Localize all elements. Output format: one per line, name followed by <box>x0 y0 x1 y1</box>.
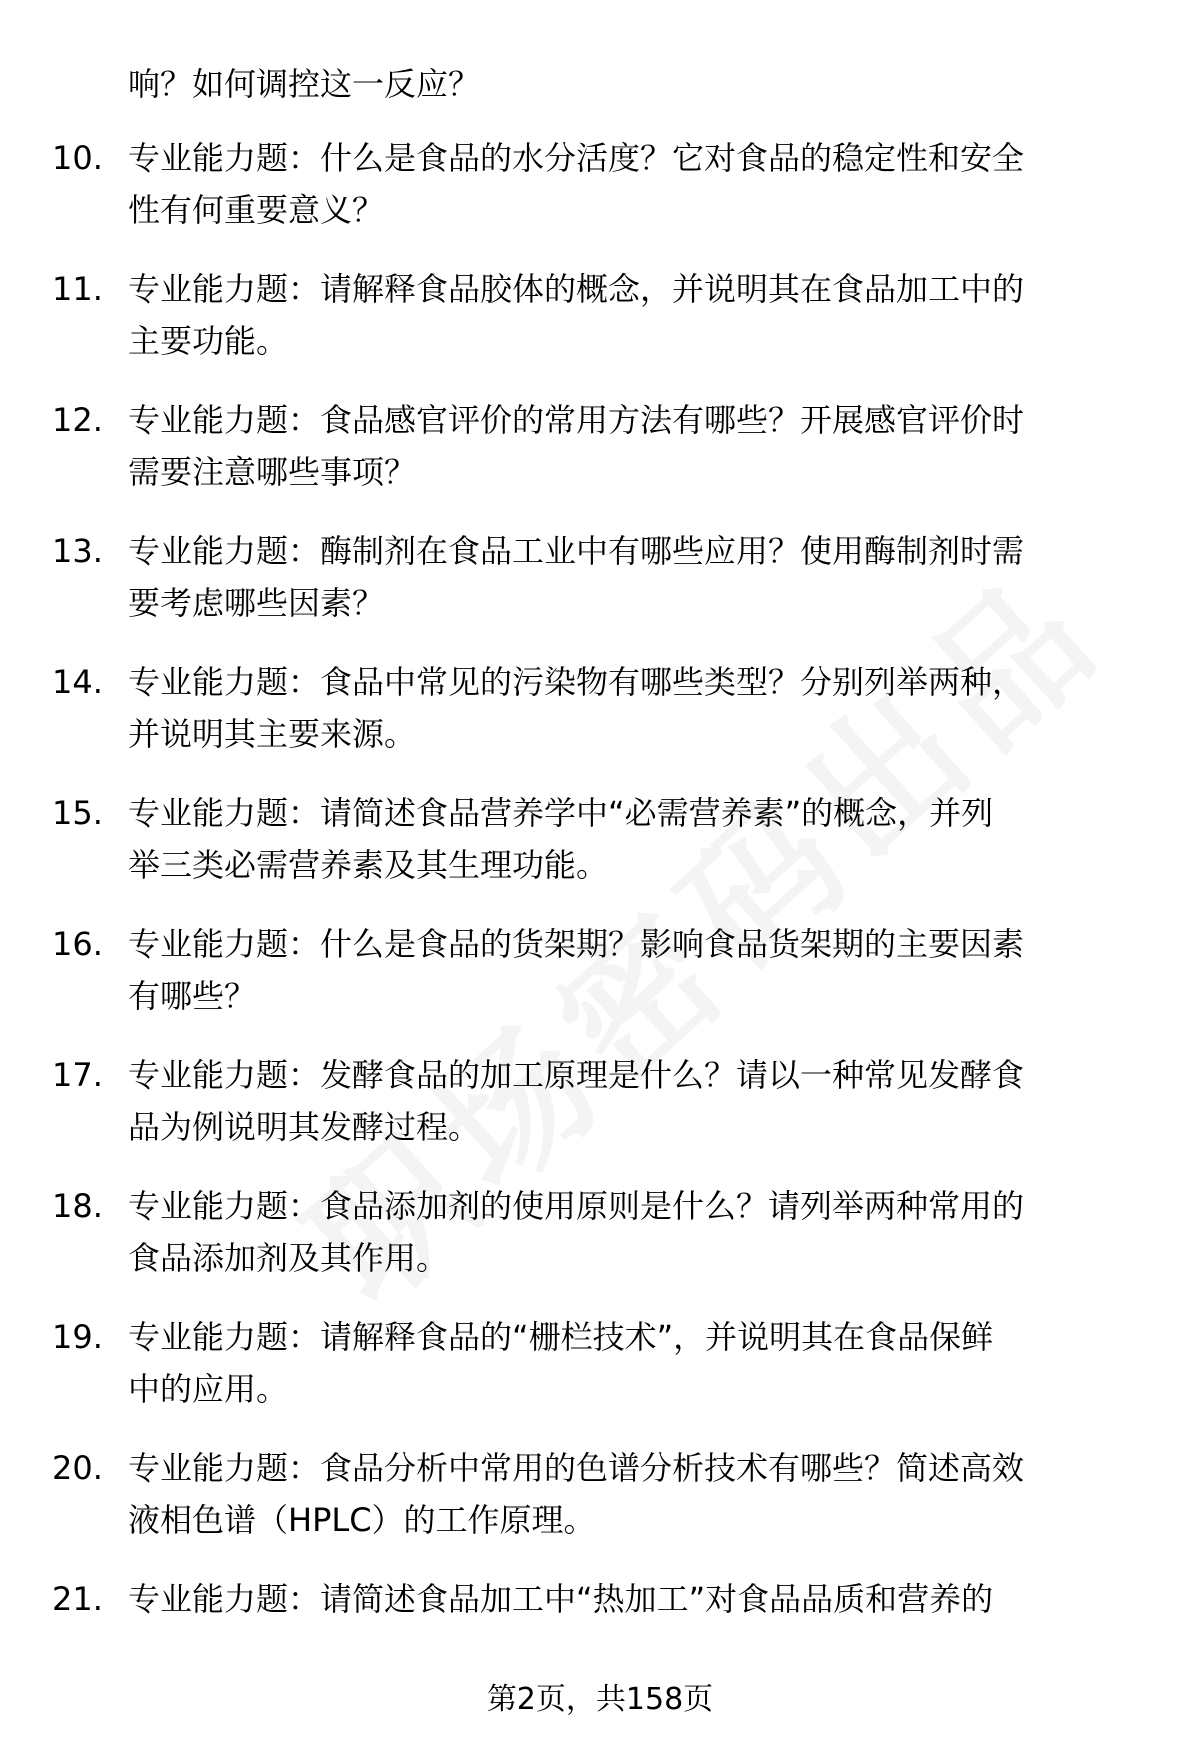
page-footer: 第2页，共158页 <box>486 1682 714 1717</box>
question-number: 16. <box>52 925 103 963</box>
question-text-line: 品为例说明其发酵过程。 <box>128 1108 481 1146</box>
question-number: 14. <box>52 663 103 701</box>
question-number: 17. <box>52 1056 103 1094</box>
question-number: 11. <box>52 270 103 308</box>
question-number: 15. <box>52 794 103 832</box>
question-text-line: 举三类必需营养素及其生理功能。 <box>128 846 609 884</box>
question-text-line: 专业能力题：发酵食品的加工原理是什么？请以一种常见发酵食 <box>128 1056 1025 1094</box>
question-text-line: 专业能力题：请简述食品营养学中“必需营养素”的概念，并列 <box>128 794 994 832</box>
question-number: 12. <box>52 401 103 439</box>
question-text-line: 专业能力题：请解释食品胶体的概念，并说明其在食品加工中的 <box>128 270 1025 308</box>
question-text-line: 主要功能。 <box>128 322 289 360</box>
question-number: 13. <box>52 532 103 570</box>
question-text-line: 专业能力题：食品分析中常用的色谱分析技术有哪些？简述高效 <box>128 1449 1025 1487</box>
question-text-line: 专业能力题：请简述食品加工中“热加工”对食品品质和营养的 <box>128 1580 994 1618</box>
question-text-line: 需要注意哪些事项？ <box>128 453 417 491</box>
question-text-line: 食品添加剂及其作用。 <box>128 1239 449 1277</box>
question-text-line: 专业能力题：食品感官评价的常用方法有哪些？开展感官评价时 <box>128 401 1025 439</box>
question-text-line: 专业能力题：什么是食品的货架期？影响食品货架期的主要因素 <box>128 925 1025 963</box>
question-text-line: 液相色谱（HPLC）的工作原理。 <box>128 1501 596 1539</box>
question-text-line: 专业能力题：请解释食品的“栅栏技术”，并说明其在食品保鲜 <box>128 1318 994 1356</box>
question-number: 21. <box>52 1580 103 1618</box>
question-number: 20. <box>52 1449 103 1487</box>
question-text-line: 中的应用。 <box>128 1370 289 1408</box>
question-text-line: 专业能力题：什么是食品的水分活度？它对食品的稳定性和安全 <box>128 139 1025 177</box>
question-text-line: 专业能力题：酶制剂在食品工业中有哪些应用？使用酶制剂时需 <box>128 532 1025 570</box>
question-text-line: 性有何重要意义？ <box>128 191 385 229</box>
question-text-line: 专业能力题：食品中常见的污染物有哪些类型？分别列举两种， <box>128 663 1025 701</box>
question-number: 19. <box>52 1318 103 1356</box>
question-text-line: 并说明其主要来源。 <box>128 715 417 753</box>
question-text-line: 专业能力题：食品添加剂的使用原则是什么？请列举两种常用的 <box>128 1187 1025 1225</box>
question-number: 10. <box>52 139 103 177</box>
question-number: 18. <box>52 1187 103 1225</box>
question-text-line: 要考虑哪些因素？ <box>128 584 385 622</box>
question-text-line: 有哪些？ <box>128 977 257 1015</box>
continuation-line: 响？如何调控这一反应？ <box>128 65 481 103</box>
